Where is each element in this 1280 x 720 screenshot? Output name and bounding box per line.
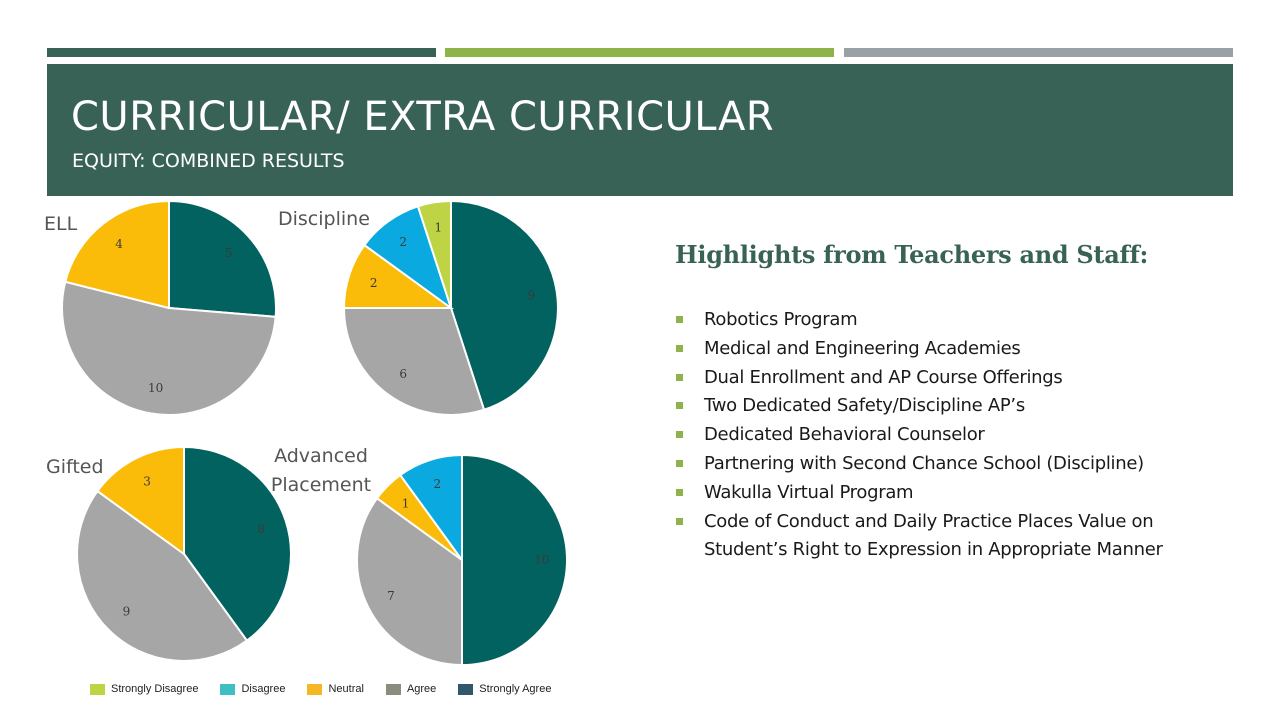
list-item	[675, 392, 1235, 421]
list-item-text: Medical and Engineering Academies	[704, 337, 1021, 359]
legend-label: Agree	[406, 683, 437, 695]
data-label: 9	[122, 604, 131, 619]
data-label: 7	[387, 589, 395, 604]
square-bullet-icon	[676, 402, 683, 409]
pie-slice-ell-strongly-agree	[169, 201, 276, 317]
square-bullet-icon	[676, 374, 683, 381]
pie-slice-advanced-placement-strongly-agree	[462, 455, 567, 665]
legend-label: Strongly Disagree	[111, 683, 199, 695]
legend-item-disagree	[220, 683, 285, 695]
legend-swatch	[90, 684, 105, 695]
list-item	[675, 421, 1235, 450]
list-item-text: Wakulla Virtual Program	[704, 481, 914, 503]
list-item-text: Dual Enrollment and AP Course Offerings	[704, 366, 1063, 388]
square-bullet-icon	[676, 345, 683, 352]
legend-swatch	[220, 684, 235, 695]
square-bullet-icon	[676, 489, 683, 496]
list-item-text: Code of Conduct and Daily Practice Places Value on Student’s Right to Expression in Appropriate Manner	[704, 510, 1163, 561]
data-label: 2	[399, 235, 408, 250]
legend-item-agree	[386, 683, 436, 695]
square-bullet-icon	[676, 460, 683, 467]
data-label: 9	[527, 288, 536, 303]
legend-swatch	[386, 684, 401, 695]
data-label: 6	[399, 366, 408, 381]
chart-label-line: Placement	[270, 474, 372, 496]
data-label: 1	[401, 496, 410, 511]
accent-bar-gray	[844, 48, 1233, 57]
legend-item-strongly-disagree	[90, 683, 198, 695]
legend-swatch	[307, 684, 322, 695]
square-bullet-icon	[676, 316, 683, 323]
data-label: 3	[143, 474, 151, 489]
list-item-text: Robotics Program	[704, 309, 858, 330]
highlights-heading: Highlights from Teachers and Staff:	[675, 240, 1149, 269]
list-item	[675, 335, 1235, 364]
chart-label-line: Advanced	[274, 445, 368, 467]
legend-item-neutral	[307, 683, 363, 695]
list-item	[675, 364, 1235, 393]
legend-swatch	[458, 684, 473, 695]
data-label: 10	[534, 553, 550, 567]
chart-legend	[90, 683, 573, 695]
data-label: 1	[434, 220, 443, 235]
square-bullet-icon	[676, 518, 683, 525]
data-label: 8	[257, 521, 266, 536]
list-item-text: Dedicated Behavioral Counselor	[704, 424, 985, 446]
chart-label-discipline: Discipline	[278, 208, 370, 230]
data-label: 10	[147, 381, 164, 396]
slide-subtitle: EQUITY: COMBINED RESULTS	[72, 150, 345, 172]
list-item	[675, 306, 1235, 335]
data-label: 2	[369, 275, 378, 290]
data-label: 5	[224, 245, 233, 260]
list-item	[675, 450, 1235, 479]
square-bullet-icon	[676, 431, 683, 438]
chart-label-ell: ELL	[44, 213, 78, 235]
data-label: 4	[115, 236, 123, 251]
list-item	[675, 479, 1235, 508]
slide-title: CURRICULAR/ EXTRA CURRICULAR	[71, 94, 775, 140]
legend-label: Neutral	[328, 683, 364, 695]
list-item	[675, 508, 1235, 566]
data-label: 2	[433, 477, 442, 492]
list-item-text: Two Dedicated Safety/Discipline AP’s	[704, 395, 1025, 417]
list-item-text: Partnering with Second Chance School (Discipline)	[704, 452, 1144, 474]
legend-label: Strongly Agree	[479, 683, 552, 695]
legend-item-strongly-agree	[458, 683, 551, 695]
chart-label-gifted: Gifted	[46, 456, 104, 478]
highlights-list	[675, 306, 1235, 565]
chart-label-advanced-placement	[262, 442, 380, 500]
legend-label: Disagree	[241, 683, 286, 695]
